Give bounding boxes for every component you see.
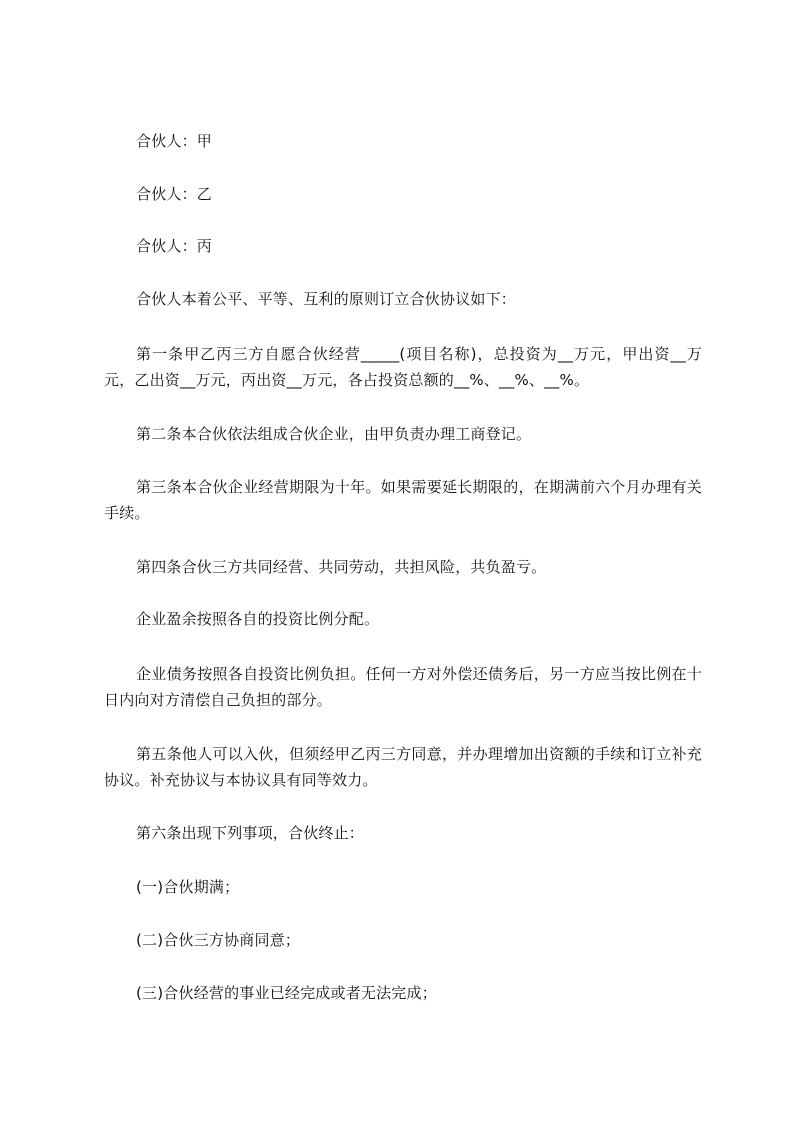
termination-item-1: (一)合伙期满； <box>136 878 240 896</box>
article-6: 第六条出现下列事项，合伙终止： <box>136 824 365 842</box>
partner-a-line: 合伙人：甲 <box>136 132 213 150</box>
termination-item-2: (二)合伙三方协商同意； <box>136 931 301 949</box>
article-1: 第一条甲乙丙三方自愿合伙经营_____(项目名称)，总投资为__万元，甲出资__万元，乙出资__万元，丙出资__万元，各占投资总额的__%、__%、__%。 <box>104 345 702 389</box>
article-2: 第二条本合伙依法组成合伙企业，由甲负责办理工商登记。 <box>136 425 532 443</box>
partner-c-line: 合伙人：丙 <box>136 237 213 255</box>
termination-item-3: (三)合伙经营的事业已经完成或者无法完成； <box>136 984 437 1002</box>
article-5: 第五条他人可以入伙，但须经甲乙丙三方同意，并办理增加出资额的手续和订立补充协议。补充协议与本协议具有同等效力。 <box>104 745 702 789</box>
article-3: 第三条本合伙企业经营期限为十年。如果需要延长期限的，在期满前六个月办理有关手续。 <box>104 478 702 522</box>
debt-liability: 企业债务按照各自投资比例负担。任何一方对外偿还债务后，另一方应当按比例在十日内向对方清偿自己负担的部分。 <box>104 665 702 709</box>
partner-b-line: 合伙人：乙 <box>136 185 213 203</box>
agreement-intro: 合伙人本着公平、平等、互利的原则订立合伙协议如下： <box>136 290 517 308</box>
profit-distribution: 企业盈余按照各自的投资比例分配。 <box>136 610 380 628</box>
article-4: 第四条合伙三方共同经营、共同劳动，共担风险，共负盈亏。 <box>136 558 547 576</box>
